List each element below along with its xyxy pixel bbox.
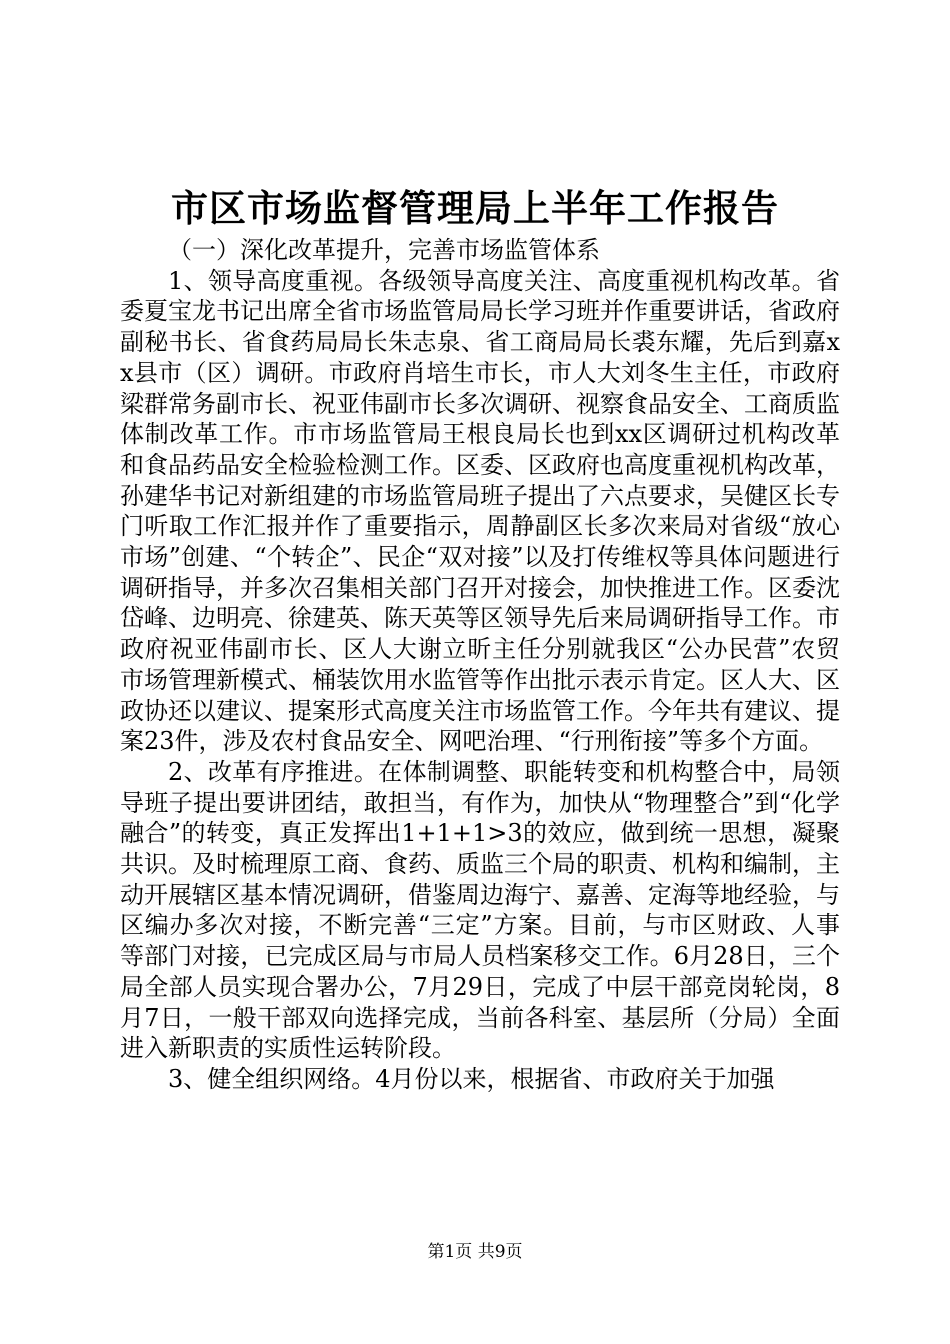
paragraph-1: 1、领导高度重视。各级领导高度关注、高度重视机构改革。省委夏宝龙书记出席全省市场监管局局长学习班并作重要讲话，省政府副秘书长、省食药局局长朱志泉、省工商局局长裘东耀，先后到嘉xx县市（区）调研。市政府肖培生市长，市人大刘冬生主任，市政府梁群常务副市长、祝亚伟副市长多次调研、视察食品安全、工商质监体制改革工作。市市场监管局王根良局长也到xx区调研过机构改革和食品药品安全检验检测工作。区委、区政府也高度重视机构改革，孙建华书记对新组建的市场监管局班子提出了六点要求，吴健区长专门听取工作汇报并作了重要指示，周静副区长多次来局对省级“放心市场”创建、“个转企”、民企“双对接”以及打传维权等具体问题进行调研指导，并多次召集相关部门召开对接会，加快推进工作。区委沈岱峰、边明亮、徐建英、陈天英等区领导先后来局调研指导工作。市政府祝亚伟副市长、区人大谢立昕主任分别就我区“公办民营”农贸市场管理新模式、桶装饮用水监管等作出批示表示肯定。区人大、区政协还以建议、提案形式高度关注市场监管工作。今年共有建议、提案23件，涉及农村食品安全、网吧治理、“行刑衔接”等多个方面。 xyxy=(120,266,840,756)
page-number: 第1页 共9页 xyxy=(427,1242,523,1262)
paragraph-3: 3、健全组织网络。4月份以来，根据省、市政府关于加强 xyxy=(168,1064,775,1093)
document-title: 市区市场监督管理局上半年工作报告 xyxy=(171,186,779,230)
section-heading: （一）深化改革提升，完善市场监管体系 xyxy=(168,236,600,264)
paragraph-2: 2、改革有序推进。在体制调整、职能转变和机构整合中，局领导班子提出要讲团结，敢担当，有作为，加快从“物理整合”到“化学融合”的转变，真正发挥出1+1+1>3的效应，做到统一思想，凝聚共识。及时梳理原工商、食药、质监三个局的职责、机构和编制，主动开展辖区基本情况调研，借鉴周边海宁、嘉善、定海等地经验，与区编办多次对接，不断完善“三定”方案。目前，与市区财政、人事等部门对接，已完成区局与市局人员档案移交工作。6月28日，三个局全部人员实现合署办公，7月29日，完成了中层干部竞岗轮岗，8月7日，一般干部双向选择完成，当前各科室、基层所（分局）全面进入新职责的实质性运转阶段。 xyxy=(120,757,840,1063)
document-body xyxy=(120,235,840,1095)
